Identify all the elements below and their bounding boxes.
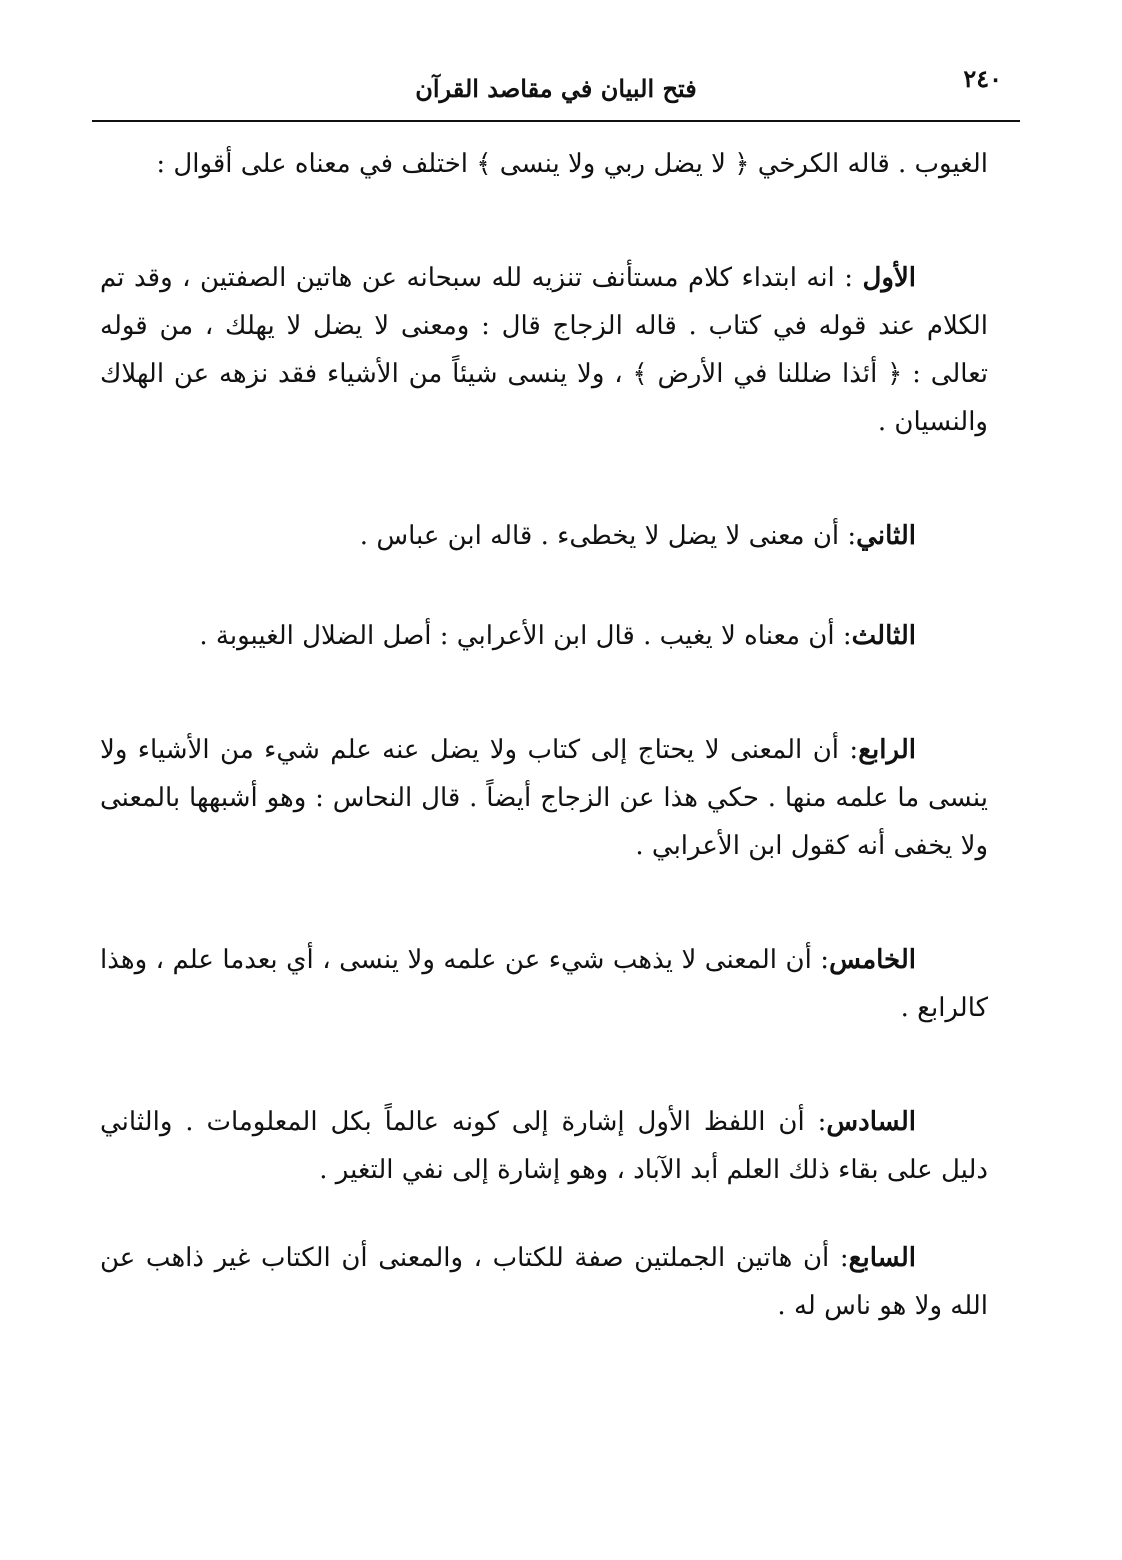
- body-text: [100, 140, 988, 1330]
- paragraph-sixth-opinion: [100, 1098, 988, 1194]
- opinion-text-seventh: : أن هاتين الجملتين صفة للكتاب ، والمعنى أن الكتاب غير ذاهب عن الله ولا هو ناس له .: [100, 1243, 988, 1321]
- paragraph-first-opinion: [100, 254, 988, 446]
- page-number: ٢٤٠: [963, 64, 1002, 93]
- opinion-text-third: : أن معناه لا يغيب . قال ابن الأعرابي : أصل الضلال الغيبوبة .: [199, 621, 852, 651]
- opinion-heading-sixth: السادس: [826, 1107, 916, 1137]
- running-header: [92, 58, 1020, 118]
- opinion-text-fifth: : أن المعنى لا يذهب شيء عن علمه ولا ينسى ، أي بعدما علم ، وهذا كالرابع .: [100, 945, 988, 1023]
- paragraph-third-opinion: [100, 612, 988, 660]
- opinion-heading-second: الثاني: [856, 521, 916, 551]
- header-rule: [92, 120, 1020, 122]
- paragraph-intro-text: الغيوب . قاله الكرخي ﴿ لا يضل ربي ولا ينسى ﴾ اختلف في معناه على أقوال :: [156, 149, 988, 179]
- opinion-heading-first: الأول: [862, 263, 916, 293]
- opinion-heading-seventh: السابع: [848, 1243, 916, 1273]
- paragraph-intro: [100, 140, 988, 188]
- header-title: فتح البيان في مقاصد القرآن: [415, 74, 697, 103]
- opinion-text-fourth: : أن المعنى لا يحتاج إلى كتاب ولا يضل عنه علم شيء من الأشياء ولا ينسى ما علمه منها . حكي هذا عن الزجاج أيضاً . قال النحاس : وهو أشبهها بالمعنى ولا يخفى أنه كقول ابن الأعرابي .: [100, 735, 988, 861]
- opinion-text-second: : أن معنى لا يضل لا يخطىء . قاله ابن عباس .: [359, 521, 857, 551]
- opinion-heading-fifth: الخامس: [829, 945, 916, 975]
- opinion-text-first: : انه ابتداء كلام مستأنف تنزيه لله سبحانه عن هاتين الصفتين ، وقد تم الكلام عند قوله في كتاب . قاله الزجاج قال : ومعنى لا يضل لا يهلك ، من قوله تعالى : ﴿ أئذا ضللنا في الأرض ﴾ ، ولا ينسى شيئاً من الأشياء فقد نزهه عن الهلاك والنسيان .: [100, 263, 989, 437]
- paragraph-fourth-opinion: [100, 726, 988, 870]
- paragraph-seventh-opinion: [100, 1234, 988, 1330]
- paragraph-fifth-opinion: [100, 936, 988, 1032]
- paragraph-second-opinion: [100, 512, 988, 560]
- opinion-text-sixth: : أن اللفظ الأول إشارة إلى كونه عالماً بكل المعلومات . والثاني دليل على بقاء ذلك العلم أبد الآباد ، وهو إشارة إلى نفي التغير .: [100, 1107, 988, 1185]
- opinion-heading-fourth: الرابع: [858, 735, 916, 765]
- opinion-heading-third: الثالث: [851, 621, 916, 651]
